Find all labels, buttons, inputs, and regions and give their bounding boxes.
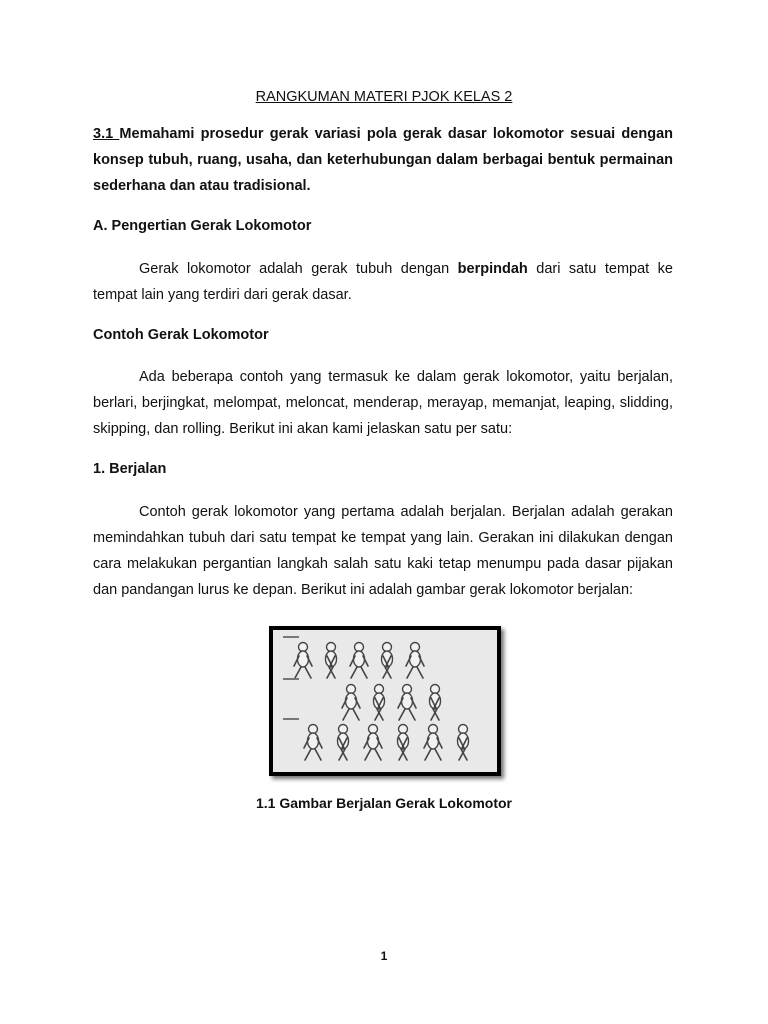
page-title: RANGKUMAN MATERI PJOK KELAS 2 bbox=[255, 89, 513, 105]
section-number: 3.1 bbox=[93, 126, 120, 142]
heading-contoh: Contoh Gerak Lokomotor bbox=[93, 327, 269, 343]
heading-berjalan: 1. Berjalan bbox=[93, 461, 167, 477]
figure-caption: 1.1 Gambar Berjalan Gerak Lokomotor bbox=[256, 795, 512, 811]
examples-text: Ada beberapa contoh yang termasuk ke dalam gerak lokomotor, yaitu berjalan, berlari, berjingkat, melompat, meloncat, menderap, merayap, memanjat, leaping, slidding, skipping, dan rolling. Berikut ini akan kami jelaskan satu per satu: bbox=[93, 369, 673, 437]
paragraph-berjalan bbox=[93, 499, 673, 603]
paragraph-examples bbox=[93, 364, 673, 442]
walking-figures-image bbox=[269, 626, 501, 776]
section-statement bbox=[93, 121, 673, 199]
berjalan-text: Contoh gerak lokomotor yang pertama adalah berjalan. Berjalan adalah gerakan memindahkan tubuh dari satu tempat ke tempat yang lain. Gerakan ini dilakukan dengan cara melakukan pergantian langkah salah satu kaki tetap menumpu pada dasar pijakan dan pandangan lurus ke depan. Berikut ini adalah gambar gerak lokomotor berjalan: bbox=[93, 504, 673, 598]
paragraph-definition bbox=[93, 256, 673, 308]
definition-text-after: dari satu tempat ke tempat lain yang terdiri dari gerak dasar. bbox=[93, 261, 673, 303]
heading-pengertian: A. Pengertian Gerak Lokomotor bbox=[93, 218, 312, 234]
section-text: Memahami prosedur gerak variasi pola gerak dasar lokomotor sesuai dengan konsep tubuh, ruang, usaha, dan keterhubungan dalam berbagai bentuk permainan sederhana dan atau tradisional. bbox=[93, 126, 673, 194]
definition-bold-word: berpindah bbox=[457, 261, 528, 277]
walking-figures-illustration bbox=[273, 630, 497, 772]
page-number: 1 bbox=[380, 949, 388, 963]
definition-text-before: Gerak lokomotor adalah gerak tubuh dengan bbox=[139, 261, 458, 277]
